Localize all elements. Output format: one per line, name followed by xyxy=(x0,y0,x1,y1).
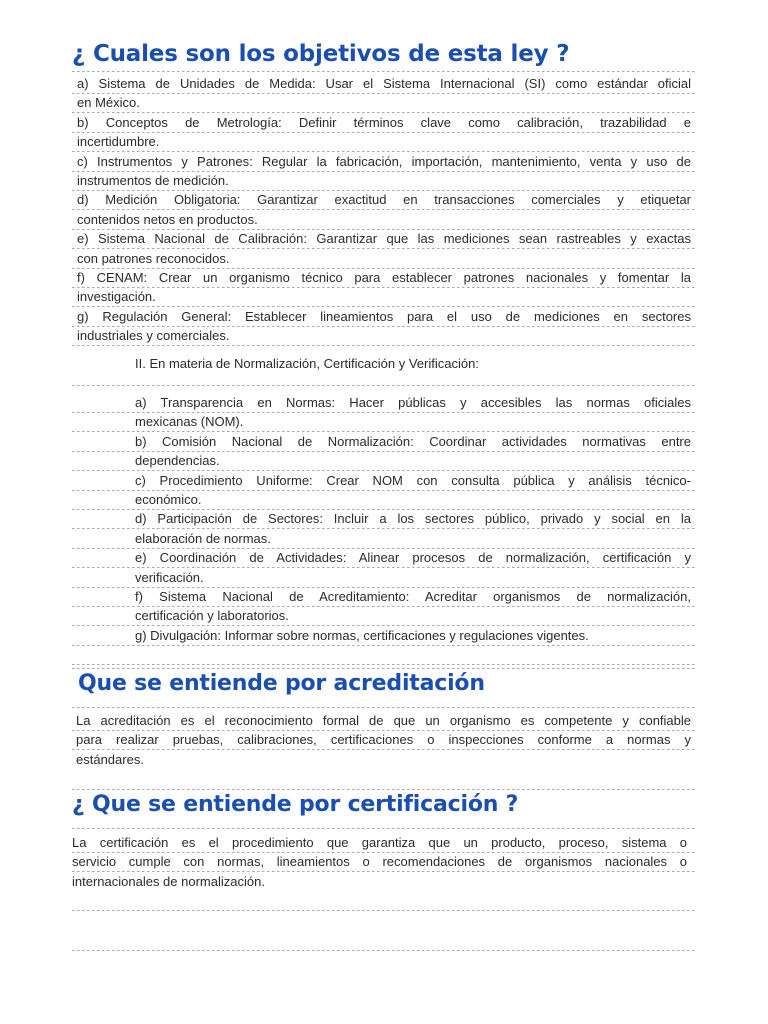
rule-line xyxy=(72,828,696,829)
section_ii_items-item-line: c) Procedimiento Uniforme: Crear NOM con consulta pública y análisis técnico- xyxy=(135,472,691,488)
section_ii_items-item-line: f) Sistema Nacional de Acreditamiento: Acreditar organismos de normalización, xyxy=(135,589,691,604)
objectives-item-line: instrumentos de medición. xyxy=(77,173,229,188)
accreditation-lines-line: para realizar pruebas, calibraciones, certificaciones o inspecciones conforme a normas y xyxy=(76,732,691,748)
section_ii_items-item-line: verificación. xyxy=(135,569,204,585)
objectives-item-line: a) Sistema de Unidades de Medida: Usar el Sistema Internacional (SI) como estándar oficial xyxy=(77,76,691,91)
objectives-item-line: g) Regulación General: Establecer lineamientos para el uso de mediciones en sectores xyxy=(77,308,691,324)
objectives-item-line: incertidumbre. xyxy=(77,134,160,150)
objectives-item-line: d) Medición Obligatoria: Garantizar exactitud en transacciones comerciales y etiquetar xyxy=(77,192,691,208)
rule-line xyxy=(72,910,696,911)
accreditation-lines-line: La acreditación es el reconocimiento formal de que un organismo es competente y confiable xyxy=(76,713,691,728)
rule-line xyxy=(72,664,696,665)
rule-line xyxy=(72,668,696,669)
certification-lines-line: La certificación es el procedimiento que garantiza que un producto, proceso, sistema o xyxy=(72,835,687,850)
objectives-item-line: f) CENAM: Crear un organismo técnico para establecer patrones nacionales y fomentar la xyxy=(77,270,691,285)
section_ii_items-item-line: a) Transparencia en Normas: Hacer públicas y accesibles las normas oficiales xyxy=(135,395,691,410)
rule-line xyxy=(72,645,696,646)
rule-line xyxy=(72,950,696,951)
section_ii_items-item-line: g) Divulgación: Informar sobre normas, certificaciones y regulaciones vigentes. xyxy=(135,627,589,643)
section_ii_items-item-line: e) Coordinación de Actividades: Alinear procesos de normalización, certificación y xyxy=(135,550,691,566)
certification-lines-line: servicio cumple con normas, lineamientos o recomendaciones de organismos nacionales o xyxy=(72,854,687,870)
section-ii-title: II. En materia de Normalización, Certificación y Verificación: xyxy=(135,356,479,371)
rule-line xyxy=(72,345,696,346)
section_ii_items-item-line: elaboración de normas. xyxy=(135,530,271,546)
objectives-item-line: investigación. xyxy=(77,289,156,305)
certification-lines-line: internacionales de normalización. xyxy=(72,873,265,889)
section_ii_items-item-line: d) Participación de Sectores: Incluir a los sectores público, privado y social en la xyxy=(135,511,691,527)
section_ii_items-item-line: económico. xyxy=(135,492,202,507)
objectives-item-line: industriales y comerciales. xyxy=(77,328,230,344)
section_ii_items-item-line: certificación y laboratorios. xyxy=(135,608,289,624)
objectives-item-line: c) Instrumentos y Patrones: Regular la fabricación, importación, mantenimiento, venta y uso de xyxy=(77,153,691,169)
objectives-item-line: en México. xyxy=(77,95,140,111)
heading-certification: ¿ Que se entiende por certificación ? xyxy=(72,792,519,817)
rule-line xyxy=(72,385,696,386)
section_ii_items-item-line: mexicanas (NOM). xyxy=(135,414,244,430)
section_ii_items-item-line: b) Comisión Nacional de Normalización: Coordinar actividades normativas entre xyxy=(135,433,691,449)
heading-objectives: ¿ Cuales son los objetivos de esta ley ? xyxy=(72,41,570,67)
objectives-item-line: con patrones reconocidos. xyxy=(77,250,230,266)
accreditation-lines-line: estándares. xyxy=(76,751,144,767)
objectives-item-line: contenidos netos en productos. xyxy=(77,211,258,227)
section_ii_items-item-line: dependencias. xyxy=(135,453,220,469)
objectives-item-line: b) Conceptos de Metrología: Definir términos clave como calibración, trazabilidad e xyxy=(77,114,691,130)
rule-line xyxy=(72,71,696,72)
rule-line xyxy=(72,789,696,790)
objectives-item-line: e) Sistema Nacional de Calibración: Garantizar que las mediciones sean rastreables y exactas xyxy=(77,231,691,247)
rule-line xyxy=(72,707,696,708)
heading-accreditation: Que se entiende por acreditación xyxy=(78,671,485,696)
